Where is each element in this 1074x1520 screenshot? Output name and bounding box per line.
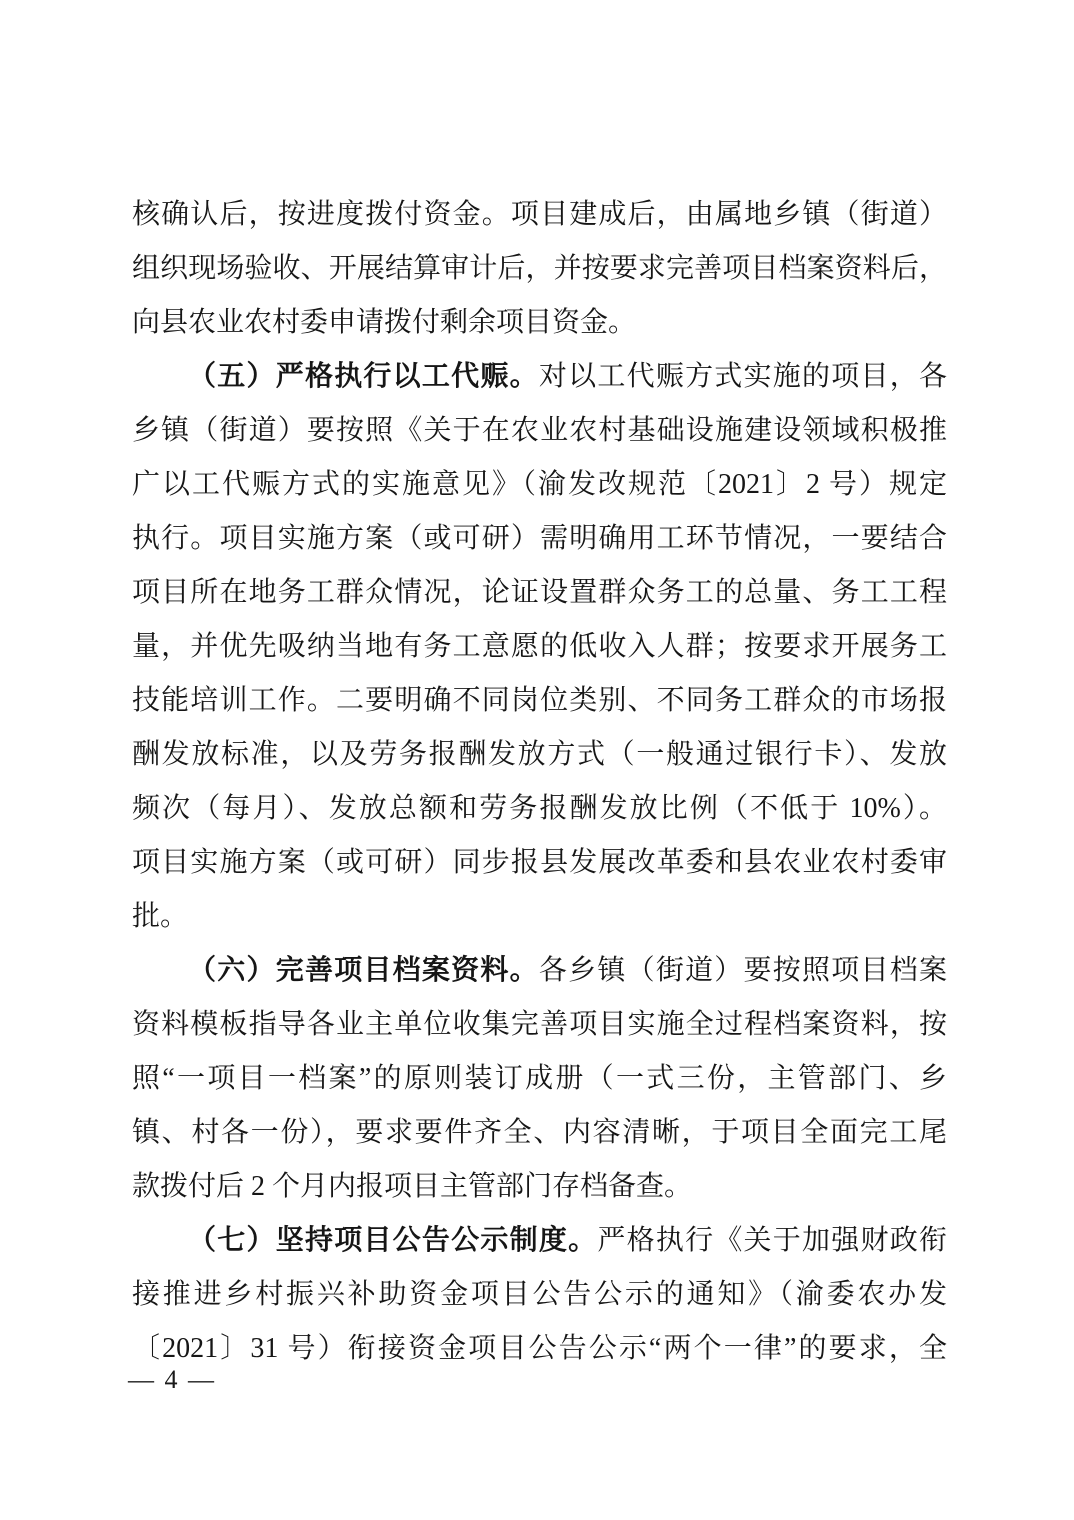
text-line [132,242,947,296]
text-line [132,890,947,944]
text-line [132,1106,947,1160]
body-text: 款拨付后 2 个月内报项目主管部门存档备查。 [132,1171,693,1202]
body-text: 对以工代赈方式实施的项目，各 [538,361,947,392]
body-text: 技能培训工作。二要明确不同岗位类别、不同务工群众的市场报 [132,685,947,716]
section-heading: （七）坚持项目公告公示制度。 [188,1225,598,1256]
body-text: 广以工代赈方式的实施意见》（渝发改规范〔2021〕2 号）规定 [132,469,947,500]
text-line [132,512,947,566]
body-text: 各乡镇（街道）要按照项目档案 [538,955,947,986]
text-line [132,350,947,404]
body-text: 批。 [132,901,189,932]
body-text: 向县农业农村委申请拨付剩余项目资金。 [132,307,637,338]
text-line [132,1322,947,1376]
document-body [132,188,947,1376]
body-text: 〔2021〕31 号）衔接资金项目公告公示“两个一律”的要求，全 [132,1333,947,1364]
text-line [132,1214,947,1268]
body-text: 镇、村各一份），要求要件齐全、内容清晰，于项目全面完工尾 [132,1117,947,1148]
text-line [132,674,947,728]
body-text: 项目所在地务工群众情况，论证设置群众务工的总量、务工工程 [132,577,947,608]
text-line [132,728,947,782]
body-text: 酬发放标准，以及劳务报酬发放方式（一般通过银行卡）、发放 [132,739,947,770]
text-line [132,296,947,350]
text-line [132,782,947,836]
text-line [132,1268,947,1322]
body-text: 组织现场验收、开展结算审计后，并按要求完善项目档案资料后， [132,253,947,284]
body-text: 严格执行《关于加强财政衔 [597,1225,947,1256]
text-line [132,1052,947,1106]
body-text: 核确认后，按进度拨付资金。项目建成后，由属地乡镇（街道） [132,199,947,230]
body-text: 照“一项目一档案”的原则装订成册（一式三份，主管部门、乡 [132,1063,947,1094]
text-line [132,998,947,1052]
text-line [132,836,947,890]
text-line [132,620,947,674]
text-line [132,458,947,512]
text-line [132,404,947,458]
section-heading: （五）严格执行以工代赈。 [188,361,539,392]
section-heading: （六）完善项目档案资料。 [188,955,539,986]
body-text: 项目实施方案（或可研）同步报县发展改革委和县农业农村委审 [132,847,947,878]
body-text: 执行。项目实施方案（或可研）需明确用工环节情况，一要结合 [132,523,947,554]
text-line [132,1160,947,1214]
body-text: 乡镇（街道）要按照《关于在农业农村基础设施建设领域积极推 [132,415,947,446]
body-text: 接推进乡村振兴补助资金项目公告公示的通知》（渝委农办发 [132,1279,947,1310]
text-line [132,944,947,998]
body-text: 量，并优先吸纳当地有务工意愿的低收入人群；按要求开展务工 [132,631,947,662]
body-text: 资料模板指导各业主单位收集完善项目实施全过程档案资料，按 [132,1009,947,1040]
page-number: — 4 — [128,1365,216,1394]
text-line [132,188,947,242]
body-text: 频次（每月）、发放总额和劳务报酬发放比例（不低于 10%）。 [132,793,947,824]
text-line [132,566,947,620]
